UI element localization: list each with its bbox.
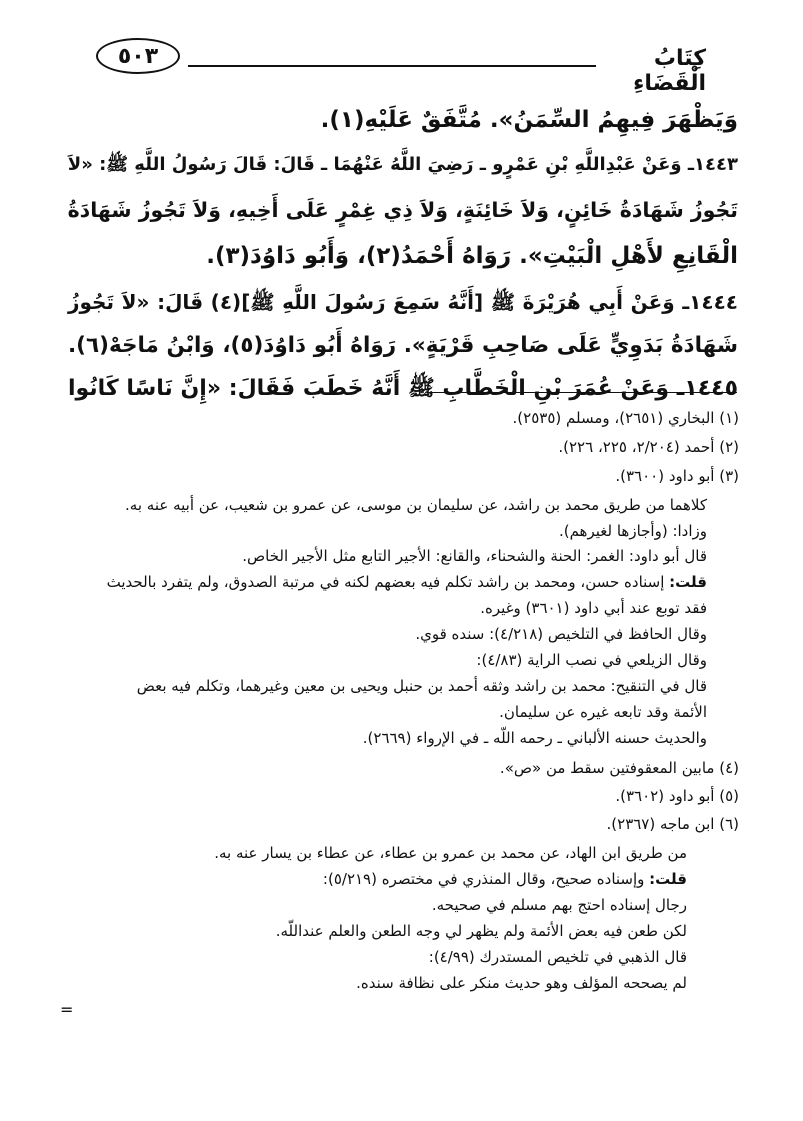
hadith-line: ١٤٤٤ـ وَعَنْ أَبِي هُرَيْرَةَ ﷺ [أَنَّهُ سَمِعَ رَسُولَ اللَّهِ ﷺ](٤) قَالَ: «لاَ تَجُوزُ (68, 290, 738, 314)
hadith-line: وَيَظْهَرَ فِيهِمُ السِّمَنُ». مُتَّفَقٌ عَلَيْهِ(١). (320, 107, 738, 133)
footnote-line: قال في التنقيح: محمد بن راشد وثقه أحمد بن حنبل ويحيى بن معين وغيرهما، وتكلم فيه بعض (136, 677, 707, 695)
footnote-line: قال الذهبي في تلخيص المستدرك (٤/٩٩): (428, 948, 687, 966)
footnote: (٦) ابن ماجه (٢٣٦٧). (606, 815, 739, 833)
footnote-line: لم يصححه المؤلف وهو حديث منكر على نظافة سنده. (356, 974, 687, 992)
footnote: (٢) أحمد (٢/٢٠٤، ٢٢٥، ٢٢٦). (558, 438, 739, 456)
footnote-separator (427, 392, 737, 393)
footnote-line: فقد توبع عند أبي داود (٣٦٠١) وغيره. (480, 599, 707, 617)
note-text: إسناده حسن، ومحمد بن راشد تكلم فيه بعضهم لكنه في مرتبة الصدوق، ولم يتفرد بالحديث (106, 573, 670, 591)
hadith-line: شَهَادَةُ بَدَوِيٍّ عَلَى صَاحِبِ قَرْيَةٍ». رَوَاهُ أَبُو دَاوُدَ(٥)، وَابْنُ مَاجَهْ(٦). (68, 333, 738, 358)
footnote-line: قال أبو داود: الغمر: الحنة والشحناء، والقانع: الأجير التابع مثل الأجير الخاص. (242, 547, 707, 565)
header-rule (188, 65, 596, 67)
footnote-line: وقال الحافظ في التلخيص (٤/٢١٨): سنده قوي. (415, 625, 707, 643)
note-label: قلت: (669, 573, 707, 591)
book-title: كِتَابُ الْقَضَاءِ (633, 46, 706, 96)
footnote-line: الأئمة وقد تابعه غيره عن سليمان. (499, 703, 707, 721)
hadith-line: ١٤٤٥ـ وَعَنْ عُمَرَ بْنِ الْخَطَّابِ ﷺ أَنَّهُ خَطَبَ فَقَالَ: «إِنَّ نَاسًا كَانُوا (68, 376, 738, 401)
footnote-line (107, 571, 707, 593)
footnote-line: لكن طعن فيه بعض الأئمة ولم يظهر لي وجه الطعن والعلم عنداللّه. (275, 922, 687, 940)
footnote-line: كلاهما من طريق محمد بن راشد، عن سليمان بن موسى، عن عمرو بن شعيب، عن أبيه عنه به. (125, 496, 707, 514)
note-label: قلت: (649, 870, 687, 888)
footnote: (١) البخاري (٢٦٥١)، ومسلم (٢٥٣٥). (512, 409, 739, 427)
footnote: (٤) مابين المعقوفتين سقط من «ص». (499, 759, 739, 777)
hadith-line: الْقَانِعِ لأَهْلِ الْبَيْتِ». رَوَاهُ أَحْمَدُ(٢)، وَأَبُو دَاوُدَ(٣). (206, 243, 738, 269)
footnote-line: من طريق ابن الهاد، عن محمد بن عمرو بن عطاء، عن عطاء بن يسار عنه به. (214, 844, 687, 862)
margin-mark: = (60, 1000, 74, 1019)
page-header (96, 38, 706, 96)
hadith-line: ١٤٤٣ـ وَعَنْ عَبْدِاللَّهِ بْنِ عَمْرٍو ـ رَضِيَ اللَّهُ عَنْهُمَا ـ قَالَ: قَالَ رَسُولُ اللَّهِ ﷺ: «لاَ (67, 154, 738, 175)
footnote-line: رجال إسناده احتج بهم مسلم في صحيحه. (431, 896, 687, 914)
note-text: وإسناده صحيح، وقال المنذري في مختصره (٥/٢١٩): (322, 870, 650, 888)
hadith-line: تَجُوزُ شَهَادَةُ خَائِنٍ، وَلاَ خَائِنَةٍ، وَلاَ ذِي غِمْرٍ عَلَى أَخِيهِ، وَلاَ تَجُوزُ شَهَادَةُ (67, 198, 738, 222)
page-number: ٥٠٣ (96, 38, 180, 74)
footnote-line: وقال الزيلعي في نصب الراية (٤/٨٣): (476, 651, 707, 669)
footnote-line (323, 868, 687, 890)
footnote-line: وزادا: (وأجازها لغيرهم). (558, 522, 707, 540)
footnote: (٣) أبو داود (٣٦٠٠). (615, 467, 739, 485)
footnote: (٥) أبو داود (٣٦٠٢). (615, 787, 739, 805)
footnote-line: والحديث حسنه الألباني ـ رحمه اللّه ـ في الإرواء (٢٦٦٩). (362, 729, 707, 747)
